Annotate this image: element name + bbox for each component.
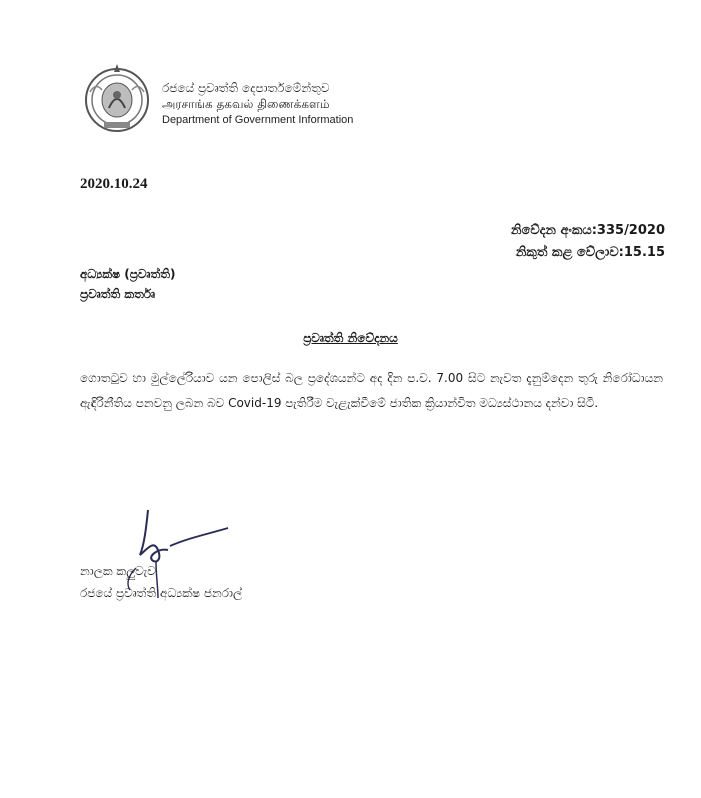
body-paragraph: ගොතටුව හා මුල්ලේරියාව යන පොලිස් බල ප්‍රදේශයන්ට අද දින ප.ව. 7.00 සිට නැවත දැනුම්දෙන තුරු නිරෝධායන ඇඳිරිනීතිය පනවනු ලබන බව Covid-19 පැතිරීම වැළැක්වීමේ ජාතික ක්‍රියාන්විත මධ්‍යස්ථානය දන්වා සිටී. [80, 371, 663, 410]
org-name-tamil: அரசாங்க தகவல் திணைக்களம் [162, 97, 330, 111]
subject-heading [0, 331, 701, 346]
release-number: නිවේදන අංකය:335/2020 [510, 223, 665, 238]
organization-name [162, 80, 353, 128]
release-date: 2020.10.24 [80, 176, 148, 192]
release-time: නිකුත් කළ වේලාව:15.15 [515, 245, 665, 260]
org-name-english: Department of Government Information [162, 114, 354, 126]
letterhead [82, 62, 402, 134]
signer-block [80, 560, 242, 604]
recipient-line-2: ප්‍රවෘත්ති කර්තෘ [80, 287, 156, 301]
recipient-block [80, 264, 175, 304]
national-emblem-icon [82, 62, 152, 134]
reference-block [511, 220, 665, 264]
signer-title: රජයේ ප්‍රවෘත්ති අධ්‍යක්ෂ ජනරාල් [80, 586, 243, 600]
signer-name: නාලක කලුවැව [80, 564, 156, 578]
org-name-sinhala: රජයේ ප්‍රවෘත්ති දෙපාර්තමේන්තුව [162, 81, 330, 95]
subject-text: ප්‍රවෘත්ති නිවේදනය [303, 331, 398, 345]
recipient-line-1: අධ්‍යක්ෂ (ප්‍රවෘත්ති) [80, 267, 176, 281]
